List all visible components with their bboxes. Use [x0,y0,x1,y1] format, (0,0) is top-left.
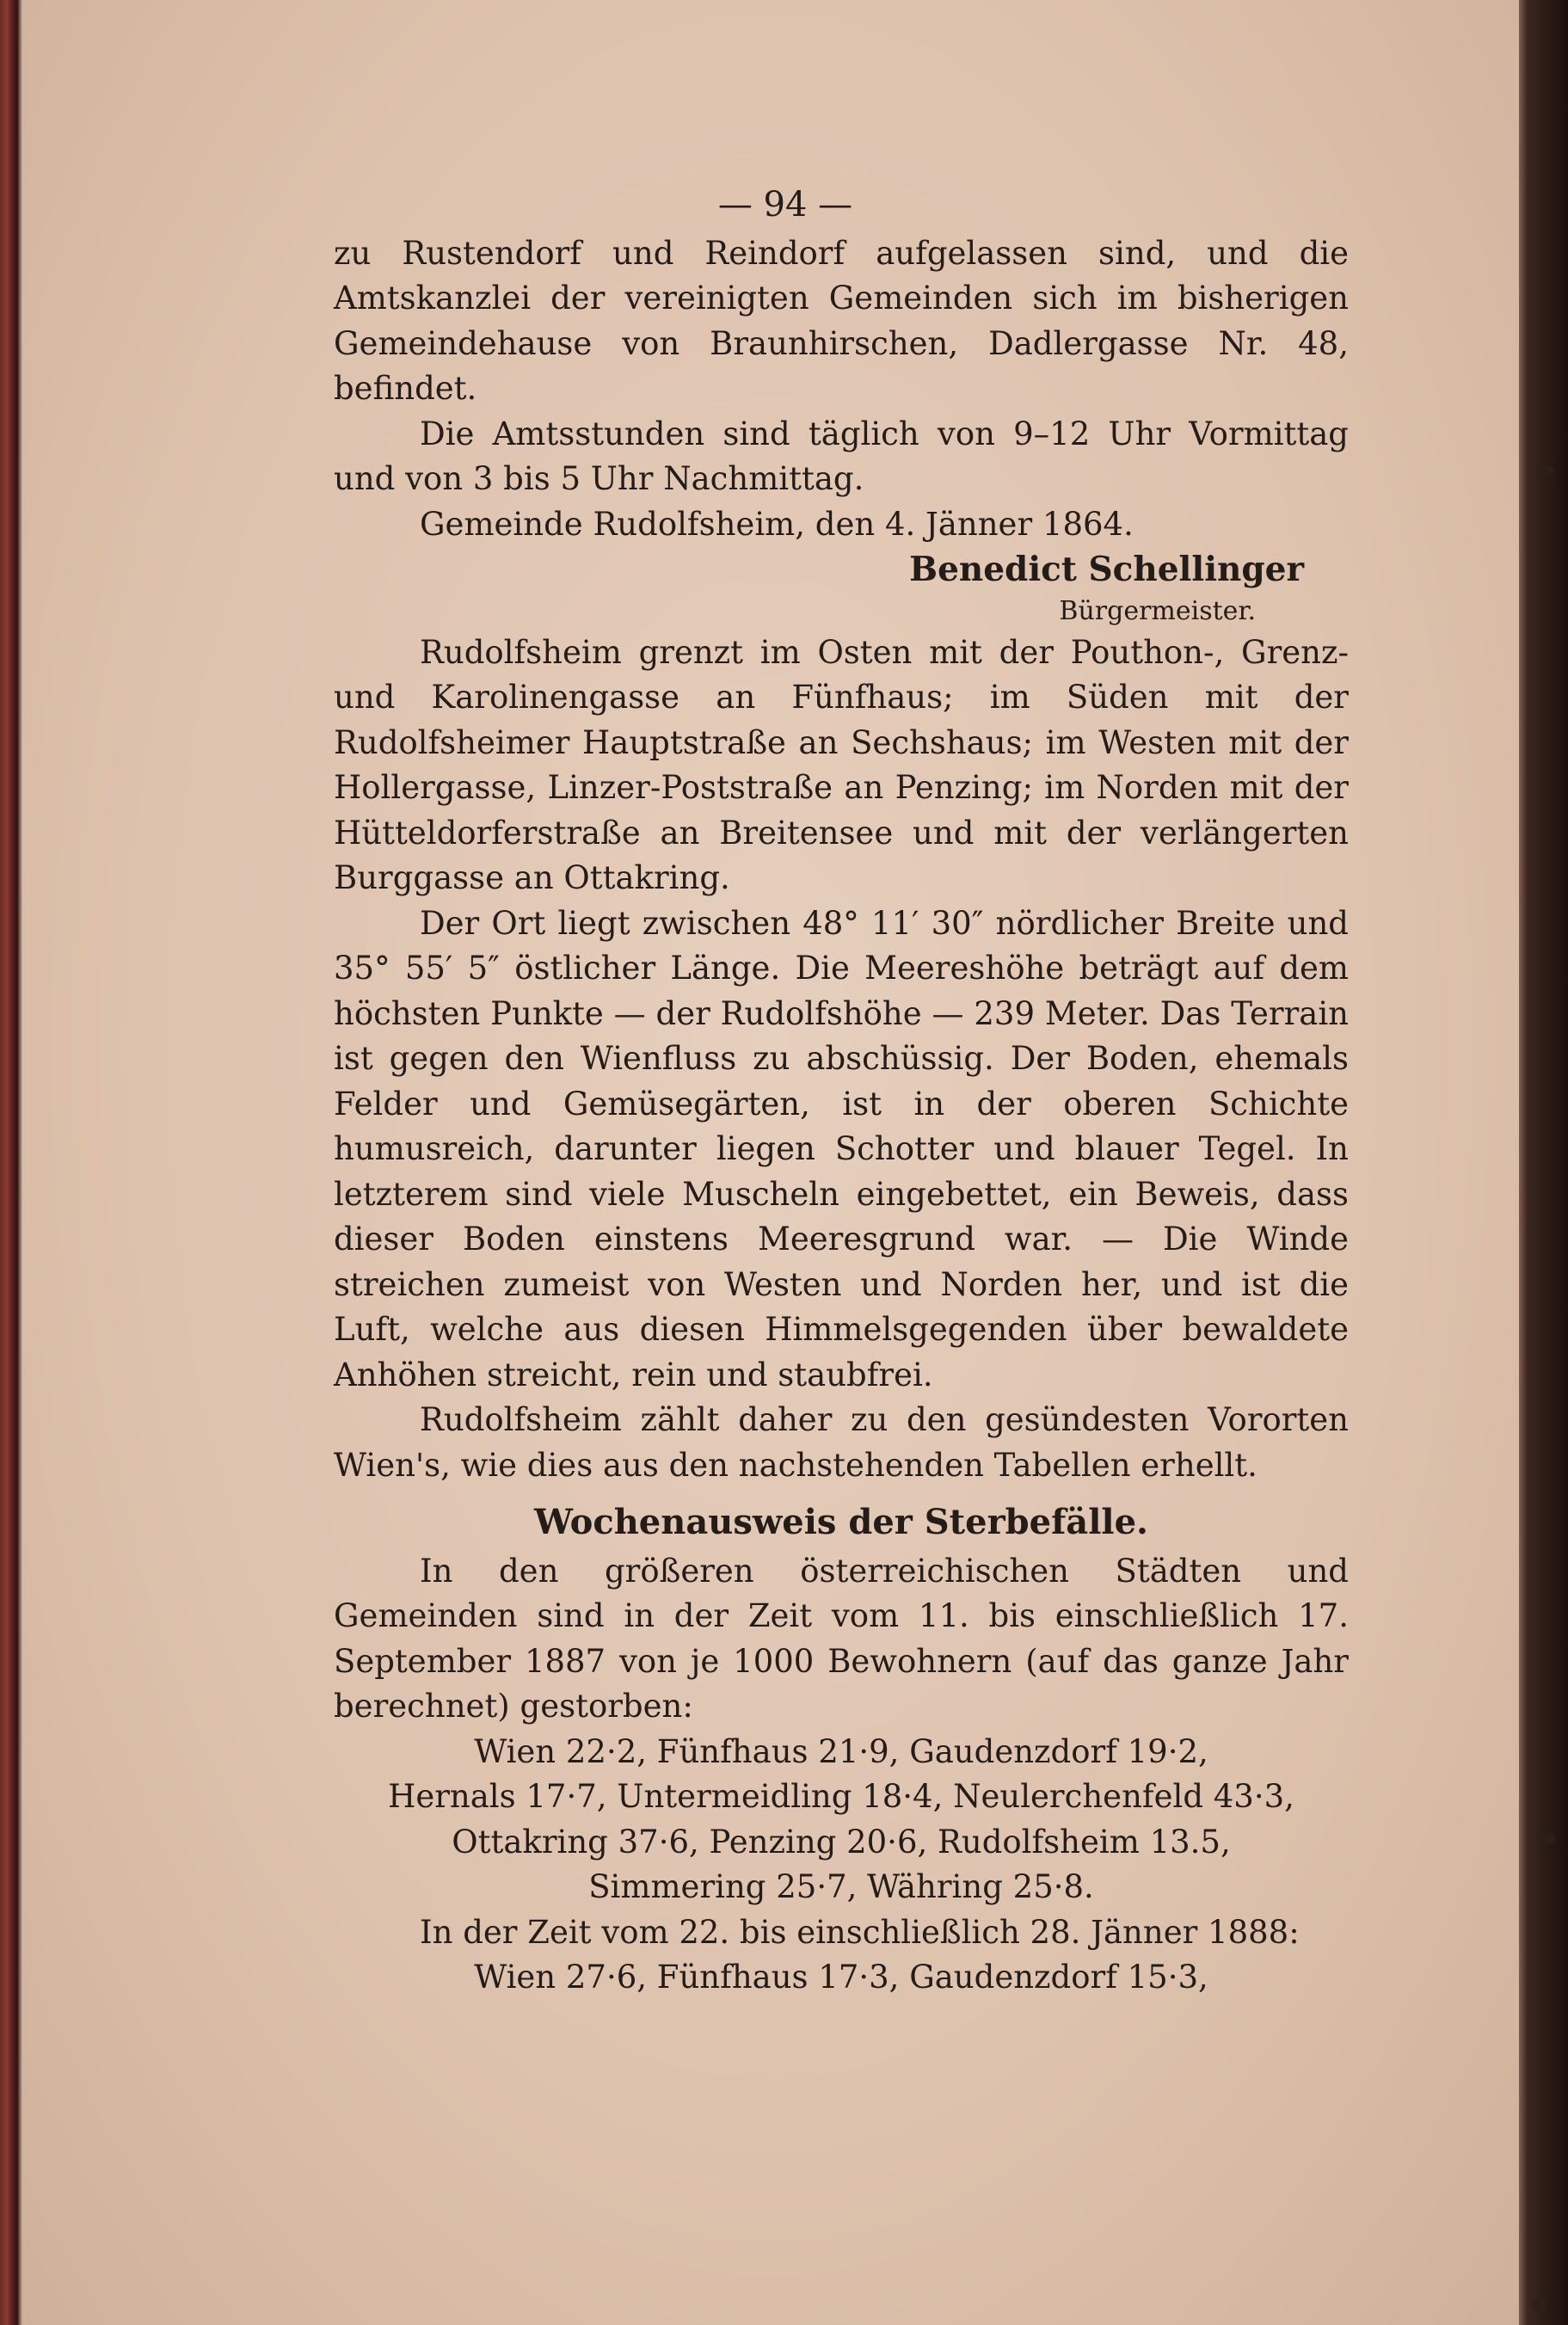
paragraph-boundaries: Rudolfsheim grenzt im Osten mit der Pouthon-, Grenz- und Karolinengasse an Fünfhaus; im Süden mit der Rudolfsheimer Hauptstraße an Sechshaus; im Westen mit der Hollergasse, Linzer-Poststraße an Penzing; im Norden mit der Hütteldorferstraße an Breitensee und mit der verlängerten Burggasse an Ottakring. [334,633,1349,896]
paragraph-continuation: zu Rustendorf und Reindorf aufgelassen sind, und die Amtskanzlei der vereinigten Gemeinden sich im bisherigen Gemeindehause von Braunhirschen, Dadlergasse Nr. 48, befindet. [334,234,1349,407]
stats-line: Wien 27·6, Fünfhaus 17·3, Gaudenzdorf 15·3, [474,1959,1208,1996]
stats-line: Hernals 17·7, Untermeidling 18·4, Neulerchenfeld 43·3, [388,1778,1294,1815]
binding-mark [1540,1832,1555,1844]
paragraph-geography: Der Ort liegt zwischen 48° 11′ 30″ nördlicher Breite und 35° 55′ 5″ östlicher Länge. Die Meereshöhe beträgt auf dem höchsten Punkte — der Rudolfshöhe — 239 Meter. Das Terrain ist gegen den Wienfluss zu abschüssig. Der Boden, ehemals Felder und Gemüsegärten, ist in der oberen Schichte humusreich, darunter liegen Schotter und blauer Tegel. In letzterem sind viele Muscheln eingebettet, ein Beweis, dass dieser Boden einstens Meeresgrund war. — Die Winde streichen zumeist von Westen und Norden her, und ist die Luft, welche aus diesen Himmelsgegenden über bewaldete Anhöhen streicht, rein und staubfrei. [334,904,1349,1393]
paragraph-office-hours: Die Amtsstunden sind täglich von 9–12 Uhr Vormittag und von 3 bis 5 Uhr Nachmittag. [334,415,1349,497]
paragraph-mortality-intro: In den größeren österreichischen Städten und Gemeinden sind in der Zeit vom 11. bis einschließlich 17. September 1887 von je 1000 Bewohnern (auf das ganze Jahr berechnet) gestorben: [334,1552,1349,1725]
stats-line: Ottakring 37·6, Penzing 20·6, Rudolfsheim 13.5, [452,1823,1231,1861]
section-heading: Wochenausweis der Sterbefälle. [534,1502,1148,1542]
paragraph-mortality-1888: In der Zeit vom 22. bis einschließlich 28. Jänner 1888: [420,1913,1300,1951]
binding-mark [1538,464,1553,477]
binding-mark [1531,2298,1546,2310]
signature-name: Benedict Schellinger [909,550,1304,589]
page-text [334,182,1349,2001]
signature-title: Bürgermeister. [1059,595,1256,626]
paragraph-health: Rudolfsheim zählt daher zu den gesündesten Vororten Wien's, wie dies aus den nachstehenden Tabellen erhellt. [334,1401,1349,1484]
closing-line: Gemeinde Rudolfsheim, den 4. Jänner 1864. [420,505,1134,543]
stats-line: Simmering 25·7, Währing 25·8. [588,1868,1094,1905]
stats-line: Wien 22·2, Fünfhaus 21·9, Gaudenzdorf 19·2, [474,1732,1208,1770]
page-number: — 94 — [717,185,853,225]
